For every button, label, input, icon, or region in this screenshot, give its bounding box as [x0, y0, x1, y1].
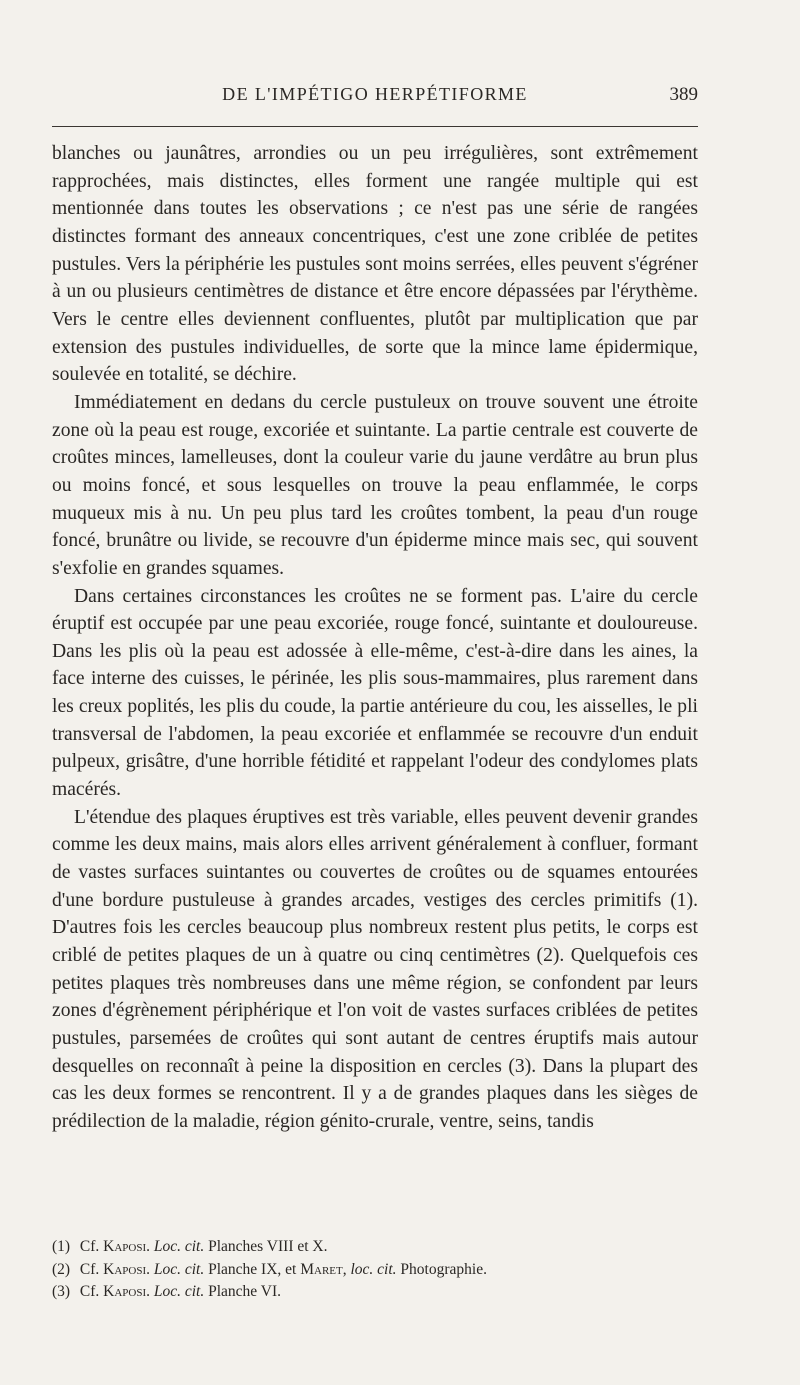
footnote-number: (2) [52, 1260, 71, 1278]
footnote-cf: Cf. [79, 1238, 100, 1255]
footnote-cf: Cf. [79, 1283, 100, 1300]
footnote-3 [52, 1281, 698, 1304]
footnote-1 [52, 1236, 698, 1259]
page-number: 389 [669, 84, 698, 105]
footnote-rest: Planche IX, et [208, 1260, 297, 1278]
footnote-author: Kaposi. [103, 1238, 150, 1255]
paragraph-1: blanches ou jaunâtres, arrondies ou un peu irrégulières, sont extrêmement rapprochées, mais distinctes, elles forment une rangée multiple qui est mentionnée dans toutes les observations ; ce n'est pas une série de rangées distinctes formant des anneaux concentriques, c'est une zone criblée de petites pustules. Vers la périphérie les pustules sont moins serrées, elles peuvent s'égréner à un ou plusieurs centimètres de distance et être encore dépassées par l'érythème. Vers le centre elles deviennent confluentes, plutôt par multiplication que par extension des pustules individuelles, de sorte que la mince lame épidermique, soulevée en totalité, se déchire. [52, 143, 698, 386]
paragraph-2: Immédiatement en dedans du cercle pustuleux on trouve souvent une étroite zone où la peau est rouge, excoriée et suintante. La partie centrale est couverte de croûtes minces, lamelleuses, dont la couleur varie du jaune verdâtre au brun plus ou moins foncé, et sous lesquelles on trouve la peau enflammée, le corps muqueux mis à nu. Un peu plus tard les croûtes tombent, la peau d'un rouge foncé, brunâtre ou livide, se recouvre d'un épiderme mince mais sec, qui souvent s'exfolie en grandes squames. [52, 391, 698, 579]
paragraph-3: Dans certaines circonstances les croûtes ne se forment pas. L'aire du cercle éruptif est occupée par une peau excoriée, rouge foncé, suintante et douloureuse. Dans les plis où la peau est adossée à elle-même, c'est-à-dire dans les aines, la face interne des cuisses, le périnée, les plis sous-mammaires, plus rarement dans les creux poplités, les plis du coude, la partie antérieure du cou, les aisselles, le pli transversal de l'abdomen, la peau excoriée et enflammée se recouvre d'un enduit pulpeux, grisâtre, d'une horrible fétidité et rappelant l'odeur des condylomes plats macérés. [52, 585, 698, 801]
footnote-author-2: Maret, [300, 1260, 347, 1278]
footnote-ref: Loc. cit. [153, 1238, 205, 1255]
footnote-2 [52, 1259, 698, 1282]
running-title: DE L'IMPÉTIGO HERPÉTIFORME [222, 84, 528, 104]
page-header [52, 84, 698, 114]
footnote-author: Kaposi. [103, 1260, 150, 1278]
footnotes [52, 1236, 698, 1304]
footnote-cf: Cf. [79, 1260, 100, 1278]
footnote-rest-2: Photographie. [400, 1260, 487, 1278]
footnote-number: (1) [52, 1238, 71, 1255]
footnote-author: Kaposi. [103, 1283, 150, 1300]
footnote-rest: Planche VI. [208, 1283, 282, 1300]
footnote-rest: Planches VIII et X. [208, 1238, 328, 1255]
paragraph-4: L'étendue des plaques éruptives est très variable, elles peuvent devenir grandes comme les deux mains, mais alors elles arrivent généralement à confluer, formant de vastes surfaces suintantes ou couvertes de croûtes ou de squames entourées d'une bordure pustuleuse à grandes arcades, vestiges des cercles primitifs (1). D'autres fois les cercles beaucoup plus nombreux restent plus petits, le corps est criblé de petites plaques de un à quatre ou cinq centimètres (2). Quelquefois ces petites plaques très nombreuses dans une même région, se confondent par leurs zones d'égrènement périphérique et l'on voit de vastes surfaces criblées de petites pustules, parsemées de croûtes qui sont autant de centres éruptifs mais autour desquelles on reconnaît à peine la disposition en cercles (3). Dans la plupart des cas les deux formes se rencontrent. Il y a de grandes plaques dans les sièges de prédilection de la maladie, région génito-crurale, ventre, seins, tandis [52, 806, 698, 1132]
footnote-ref: Loc. cit. [153, 1283, 205, 1300]
header-rule [52, 126, 698, 127]
body-text [52, 140, 698, 1136]
footnote-ref-2: loc. cit. [350, 1260, 397, 1278]
footnote-number: (3) [52, 1283, 71, 1300]
footnote-ref: Loc. cit. [153, 1260, 205, 1278]
